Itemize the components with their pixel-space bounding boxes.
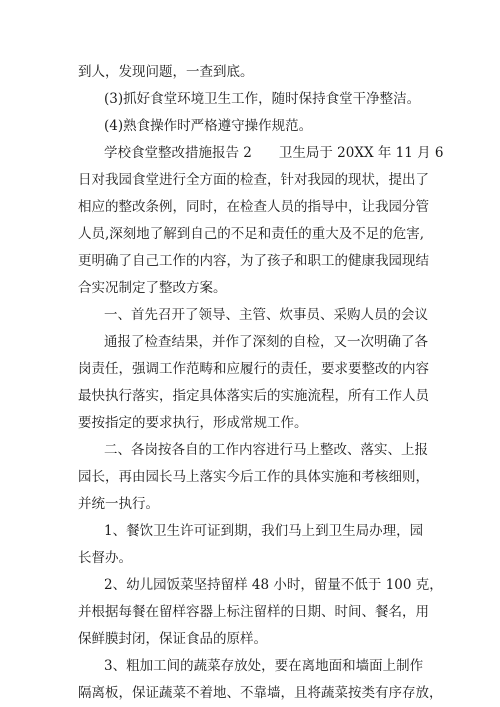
text-line: 岗责任，强调工作范畴和应履行的责任，要求要整改的内容 <box>78 361 429 377</box>
text-line: 合实况制定了整改方案。 <box>78 280 227 296</box>
text-line: 保鲜膜封闭，保证食品的原样。 <box>78 631 267 647</box>
text-line: 园长，再由园长马上落实今后工作的具体实施和考核细则， <box>78 469 429 485</box>
text-line: 通报了检查结果，并作了深刻的自检，又一次明确了各 <box>104 334 428 350</box>
text-line: 长督办。 <box>78 550 132 566</box>
text-line: 隔离板，保证蔬菜不着地、不靠墙，且将蔬菜按类有序存放， <box>78 685 443 701</box>
text-line: 要按指定的要求执行，形成常规工作。 <box>78 415 308 431</box>
text-line: 3、粗加工间的蔬菜存放处，要在离地面和墙面上制作 <box>104 658 424 674</box>
text-line: 更明确了自己工作的内容，为了孩子和职工的健康我园现结 <box>78 253 429 269</box>
text-line: (3)抓好食堂环境卫生工作，随时保持食堂干净整洁。 <box>104 91 421 107</box>
text-line: 并根据每餐在留样容器上标注留样的日期、时间、餐名，用 <box>78 604 429 620</box>
text-line: 最快执行落实，指定具体落实后的实施流程，所有工作人员 <box>78 388 429 404</box>
text-line: 到人，发现问题，一查到底。 <box>78 64 254 80</box>
text-line: 并统一执行。 <box>78 496 159 512</box>
text-line: 相应的整改条例，同时，在检查人员的指导中，让我园分管 <box>78 199 429 215</box>
text-line: 学校食堂整改措施报告 2 卫生局于 20XX 年 11 月 6 <box>104 145 444 161</box>
text-line: 一、首先召开了领导、主管、炊事员、采购人员的会议 <box>104 307 428 323</box>
text-line: 二、各岗按各自的工作内容进行马上整改、落实、上报 <box>104 442 428 458</box>
text-line: (4)熟食操作时严格遵守操作规范。 <box>104 118 313 134</box>
text-line: 人员,深刻地了解到自己的不足和责任的重大及不足的危害, <box>78 226 425 242</box>
text-line: 2、幼儿园饭菜坚持留样 48 小时，留量不低于 100 克， <box>104 577 443 593</box>
text-line: 日对我园食堂进行全方面的检查，针对我园的现状，提出了 <box>78 172 429 188</box>
text-line: 1、餐饮卫生许可证到期，我们马上到卫生局办理，园 <box>104 523 424 539</box>
